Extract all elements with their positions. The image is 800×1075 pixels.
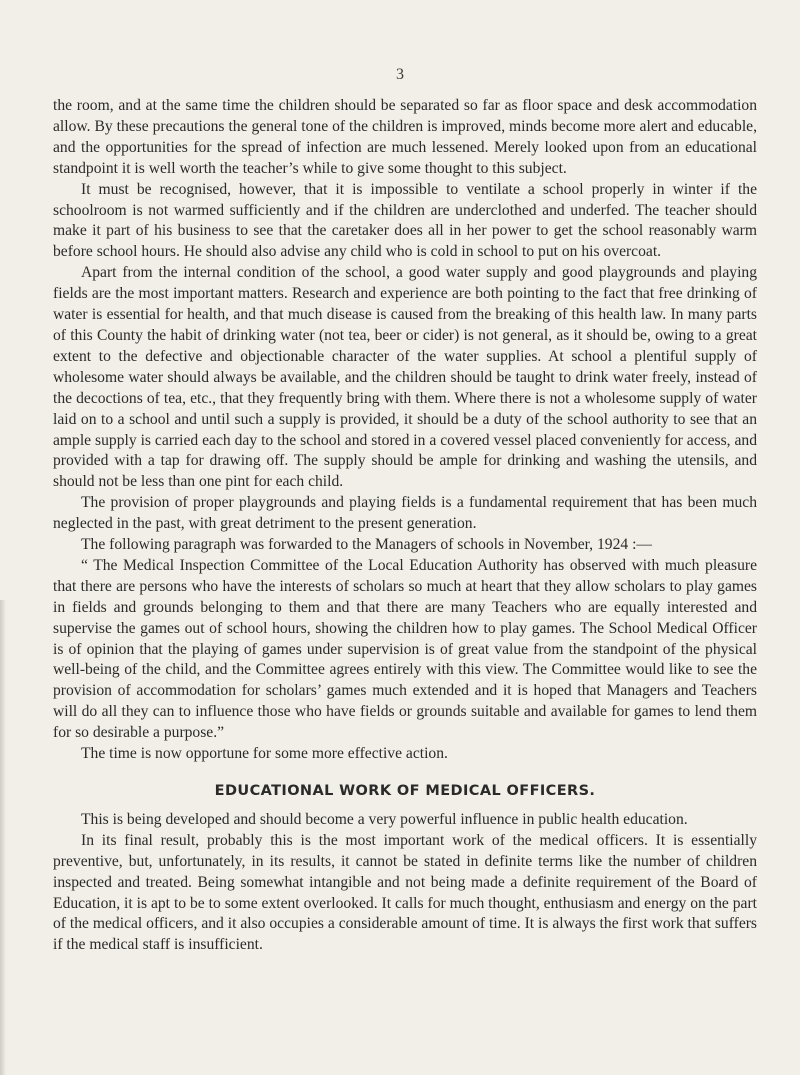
paragraph-water-supply: Apart from the internal condition of the school, a good water supply and good playgrounds and playing fields are the most important matters. Research and experience are both pointing to the fact that free drinking of water is essential for health, and that much disease is caused from the breaking of this health law. In many parts of this County the habit of drinking water (not tea, beer or cider) is not general, as it should be, owing to a great extent to the defective and objectionable character of the water supplies. At school a plentiful supply of wholesome water should always be available, and the children should be taught to drink water freely, instead of the decoctions of tea, etc., that they frequently bring with them. Where there is not a wholesome supply of water laid on to a school and until such a supply is provided, it should be a duty of the school authority to see that an ample supply is carried each day to the school and stored in a covered vessel placed conveniently for access, and provided with a tap for drawing off. The supply should be ample for drinking and washing the utensils, and should not be less than one pint for each child. — [53, 264, 757, 491]
paragraph-forwarded-notice: The following paragraph was forwarded to the Managers of schools in November, 1924 :— — [81, 536, 652, 554]
page-edge-shadow — [0, 600, 6, 1075]
paragraph-playgrounds: The provision of proper playgrounds and playing fields is a fundamental requirement that has been much neglected in the past, with great detriment to the present generation. — [53, 494, 757, 533]
body-text — [53, 96, 757, 956]
section-heading: EDUCATIONAL WORK OF MEDICAL OFFICERS. — [214, 783, 596, 799]
paragraph-health-education: This is being developed and should become a very powerful influence in public health education. — [81, 810, 688, 828]
paragraph-committee-quote: “ The Medical Inspection Committee of the Local Education Authority has observed with much pleasure that there are persons who have the interests of scholars so much at heart that they allow scholars to play games in fields and grounds belonging to them and that there are many Teachers who are equally interested and supervise the games out of school hours, showing the children how to play games. The School Medical Officer is of opinion that the playing of games under supervision is of great value from the standpoint of the physical well-being of the child, and the Committee agrees entirely with this view. The Committee would like to see the provision of accommodation for scholars’ games much extended and it is hoped that Managers and Teachers will do all they can to influence those who have fields or grounds suitable and available for games to lend them for so desirable a purpose.” — [53, 556, 757, 742]
paragraph-opportune-time: The time is now opportune for some more effective action. — [81, 745, 448, 763]
paragraph-ventilation: It must be recognised, however, that it is impossible to ventilate a school properly in winter if the schoolroom is not warmed sufficiently and if the children are underclothed and underfed. The teacher should make it part of his business to see that the caretaker does all in her power to get the school reasonably warm before school hours. He should also advise any child who is cold in school to put on his overcoat. — [53, 180, 757, 261]
paragraph-room-separation: the room, and at the same time the children should be separated so far as floor space and desk accommodation allow. By these precautions the general tone of the children is improved, minds become more alert and educable, and the opportunities for the spread of infection are much lessened. Merely looked upon from an educational standpoint it is well worth the teacher’s while to give some thought to this subject. — [53, 97, 757, 177]
paragraph-final-result: In its final result, probably this is the most important work of the medical officers. It is essentially preventive, but, unfortunately, in its results, it cannot be stated in definite terms like the number of children inspected and treated. Being somewhat intangible and not being made a definite requirement of the Board of Education, it is apt to be to some extent overlooked. It calls for much thought, enthusiasm and energy on the part of the medical officers, and it also occupies a considerable amount of time. It is always the first work that suffers if the medical staff is insufficient. — [53, 831, 757, 954]
page-number: 3 — [396, 66, 404, 83]
